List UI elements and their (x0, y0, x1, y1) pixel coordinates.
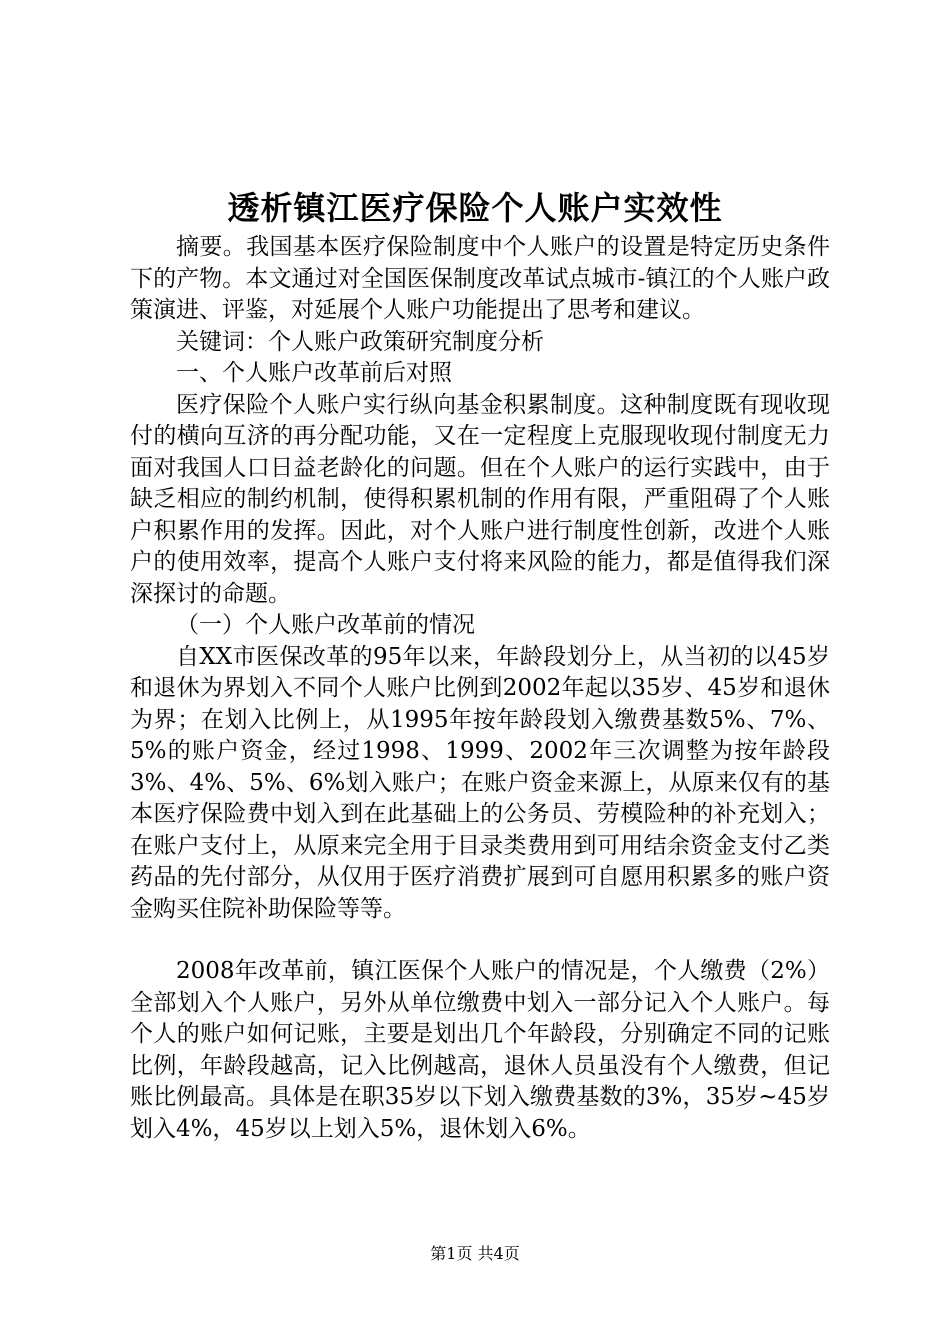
abstract-paragraph: 摘要。我国基本医疗保险制度中个人账户的设置是特定历史条件下的产物。本文通过对全国医保制度改革试点城市-镇江的个人账户政策演进、评鉴，对延展个人账户功能提出了思考和建议。 (130, 234, 830, 323)
section-heading-1: 一、个人账户改革前后对照 (176, 360, 452, 386)
body-paragraph-1: 医疗保险个人账户实行纵向基金积累制度。这种制度既有现收现付的横向互济的再分配功能，又在一定程度上克服现收现付制度无力面对我国人口日益老龄化的问题。但在个人账户的运行实践中，由于缺乏相应的制约机制，使得积累机制的作用有限，严重阻碍了个人账户积累作用的发挥。因此，对个人账户进行制度性创新，改进个人账户的使用效率，提高个人账户支付将来风险的能力，都是值得我们深深探讨的命题。 (130, 391, 830, 607)
subsection-heading-1: （一）个人账户改革前的情况 (176, 612, 475, 638)
body-paragraph-2: 自XX市医保改革的95年以来，年龄段划分上，从当初的以45岁和退休为界划入不同个人账户比例到2002年起以35岁、45岁和退休为界；在划入比例上，从1995年按年龄段划入缴费基数5%、7%、5%的账户资金，经过1998、1999、2002年三次调整为按年龄段3%、4%、5%、6%划入账户；在账户资金来源上，从原来仅有的基本医疗保险费中划入到在此基础上的公务员、劳模险种的补充划入；在账户支付上，从原来完全用于目录类费用到可用结余资金支付乙类药品的先付部分，从仅用于医疗消费扩展到可自愿用积累多的账户资金购买住院补助保险等等。 (130, 643, 830, 922)
document-body (130, 232, 830, 1145)
page-number-footer: 第1页 共4页 (430, 1244, 520, 1263)
body-paragraph-3: 2008年改革前，镇江医保个人账户的情况是，个人缴费（2%）全部划入个人账户，另外从单位缴费中划入一部分记入个人账户。每个人的账户如何记账，主要是划出几个年龄段，分别确定不同的记账比例，年龄段越高，记入比例越高，退休人员虽没有个人缴费，但记账比例最高。具体是在职35岁以下划入缴费基数的3%，35岁~45岁划入4%，45岁以上划入5%，退休划入6%。 (130, 958, 830, 1142)
keywords-line: 关键词：个人账户政策研究制度分析 (176, 328, 544, 355)
document-title: 透析镇江医疗保险个人账户实效性 (227, 189, 723, 227)
